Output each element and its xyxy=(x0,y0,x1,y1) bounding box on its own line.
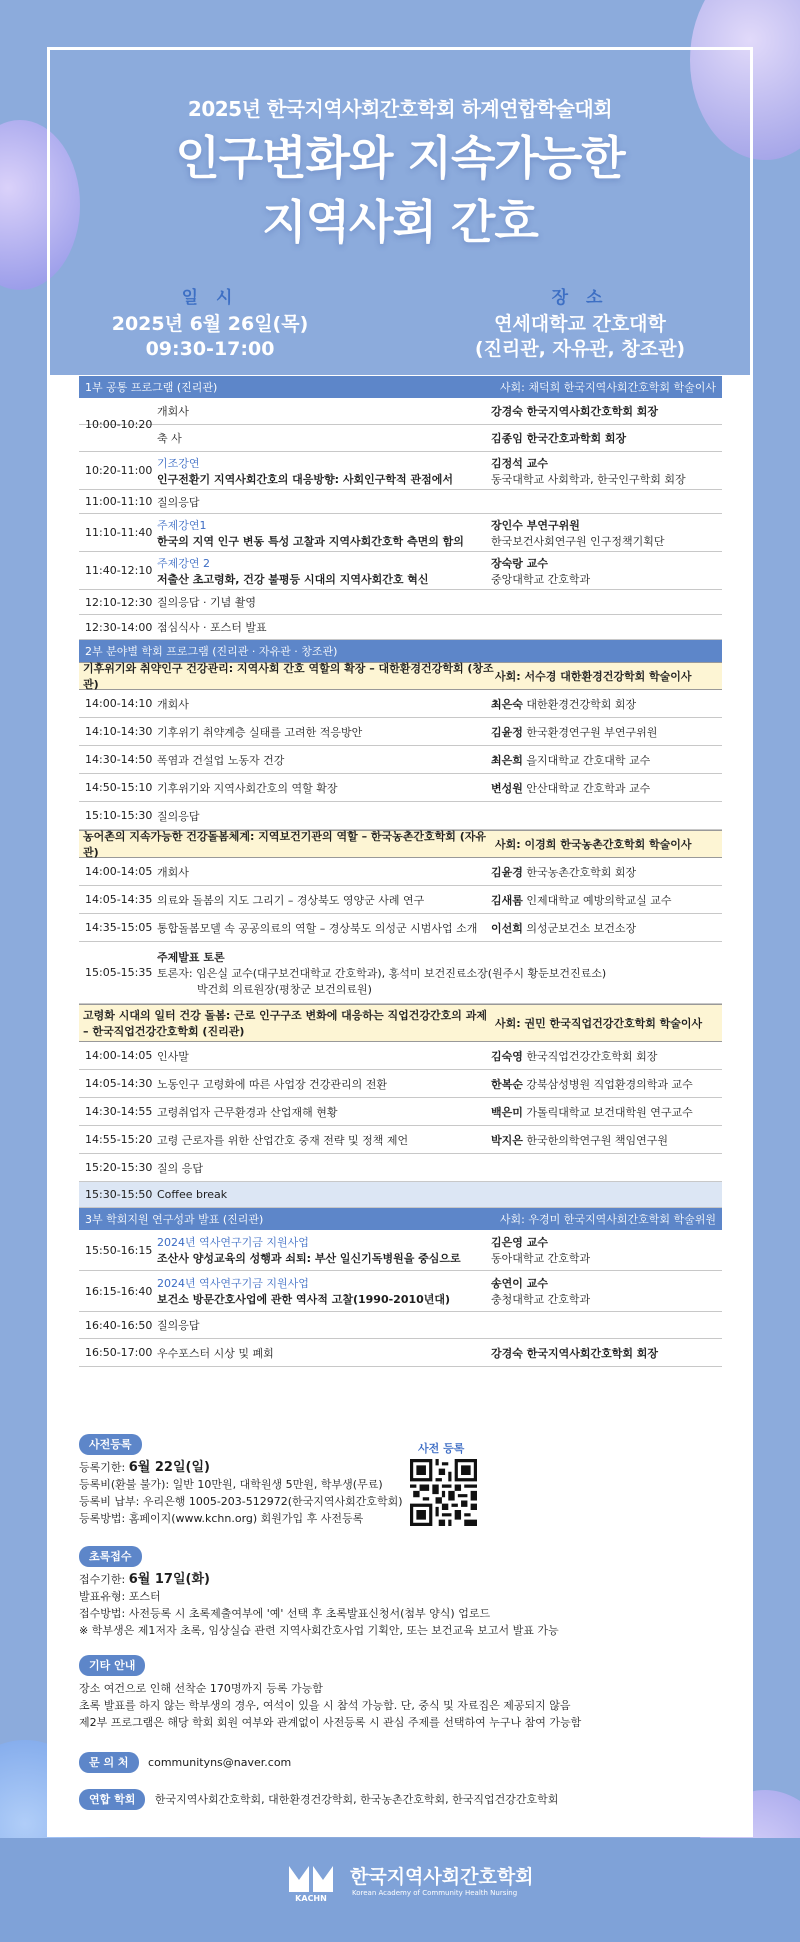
time-cell: 14:50-15:10 xyxy=(85,781,153,794)
content-cell: Coffee break xyxy=(157,1188,228,1201)
speaker-cell: 김윤경 한국농촌간호학회 회장 xyxy=(491,865,637,879)
table-row xyxy=(79,1339,722,1367)
table-row xyxy=(79,590,722,615)
time-cell: 16:50-17:00 xyxy=(85,1346,153,1359)
content-cell: 개회사 xyxy=(157,405,189,418)
part3-chair: 사회: 우경미 한국지역사회간호학회 학술위원 xyxy=(499,1213,716,1226)
contact-section xyxy=(79,1752,729,1773)
schedule xyxy=(79,376,722,1367)
speaker-cell: 변성원 안산대학교 간호학과 교수 xyxy=(491,781,651,795)
time-cell: 14:30-14:50 xyxy=(85,753,153,766)
time-cell: 11:10-11:40 xyxy=(85,526,153,539)
content-cell: 2024년 역사연구기금 지원사업 보건소 방문간호사업에 관한 역사적 고찰(1990-2010년대) xyxy=(157,1277,451,1306)
etc-line: 제2부 프로그램은 해당 학회 회원 여부와 관계없이 사전등록 시 관심 주제를 선택하여 누구나 참여 가능함 xyxy=(79,1716,582,1729)
date-info xyxy=(80,283,340,362)
content-cell: 우수포스터 시상 및 폐회 xyxy=(157,1346,274,1360)
speaker-cell: 강경숙 한국지역사회간호학회 회장 xyxy=(491,1346,659,1360)
table-row xyxy=(79,1230,722,1271)
speaker-cell: 김숙영 한국직업건강간호학회 회장 xyxy=(491,1049,658,1063)
track-chair: 사회: 서수경 대한환경건강학회 학술이사 xyxy=(495,670,692,683)
society-name-en: Korean Academy of Community Health Nursing xyxy=(352,1889,518,1897)
coffee-break-row xyxy=(79,1182,722,1208)
contact-pill: 문 의 처 xyxy=(79,1752,139,1773)
registration-deadline: 등록기한: 6월 22일(일) xyxy=(79,1460,210,1475)
time-cell: 15:30-15:50 xyxy=(85,1188,153,1201)
content-cell: 의료와 돌봄의 지도 그리기 – 경상북도 영양군 사례 연구 xyxy=(157,893,425,907)
table-row xyxy=(79,1271,722,1312)
table-row xyxy=(79,490,722,514)
time-cell: 15:20-15:30 xyxy=(85,1161,153,1174)
time-value: 09:30-17:00 xyxy=(145,338,275,360)
track-chair: 사회: 권민 한국직업건강간호학회 학술이사 xyxy=(495,1017,703,1030)
content-cell: 질의응답 · 기념 촬영 xyxy=(157,596,256,609)
content-cell: 개회사 xyxy=(157,697,189,711)
speaker-cell: 김은영 교수 동아대학교 간호학과 xyxy=(491,1236,591,1265)
abstract-note: ※ 학부생은 제1저자 초록, 임상실습 관련 지역사회간호사업 기획안, 또는 보건교육 보고서 발표 가능 xyxy=(79,1624,559,1637)
part3-title: 3부 학회지원 연구성과 발표 (진리관) xyxy=(85,1213,264,1226)
track-header xyxy=(79,1004,722,1042)
speaker-cell: 김종임 한국간호과학회 회장 xyxy=(491,432,627,445)
joint-societies: 한국지역사회간호학회, 대한환경건강학회, 한국농촌간호학회, 한국직업건강간호학회 xyxy=(154,1793,559,1806)
time-cell: 14:10-14:30 xyxy=(85,725,153,738)
content-cell: 기조강연 인구전환기 지역사회간호의 대응방향: 사회인구학적 관점에서 xyxy=(157,456,453,486)
place-info xyxy=(450,283,710,362)
logo-text: KACHN xyxy=(295,1894,327,1903)
content-cell: 주제강연1 한국의 지역 인구 변동 특성 고찰과 지역사회간호학 측면의 함의 xyxy=(157,518,464,548)
joint-section xyxy=(79,1789,729,1810)
abstract-type: 발표유형: 포스터 xyxy=(79,1590,161,1603)
table-row xyxy=(79,452,722,490)
time-cell: 14:00-14:05 xyxy=(85,1049,153,1062)
content-cell: 질의응답 xyxy=(157,809,200,823)
event-title-line1: 인구변화와 지속가능한 xyxy=(175,131,625,185)
qr-label: 사전 등록 xyxy=(418,1442,465,1455)
table-row xyxy=(79,552,722,590)
track-title: 기후위기와 취약인구 건강관리: 지역사회 간호 역할의 확장 – 대한환경건강학회 (창조관) xyxy=(83,662,494,691)
society-logo xyxy=(285,1862,337,1902)
qr-code-icon[interactable] xyxy=(410,1459,477,1526)
table-row xyxy=(79,942,722,1004)
abstract-method: 접수방법: 사전등록 시 초록제출여부에 '예' 선택 후 초록발표신청서(첨부 양식) 업로드 xyxy=(79,1607,491,1620)
track-header xyxy=(79,830,722,858)
content-cell: 점심식사 · 포스터 발표 xyxy=(157,621,267,634)
speaker-cell: 강경숙 한국지역사회간호학회 회장 xyxy=(491,405,659,418)
speaker-cell: 김새롬 인제대학교 예방의학교실 교수 xyxy=(491,893,672,907)
time-cell: 10:20-11:00 xyxy=(85,464,153,477)
place-value: 연세대학교 간호대학 xyxy=(494,313,666,335)
time-cell: 12:30-14:00 xyxy=(85,620,153,634)
time-cell: 11:00-11:10 xyxy=(85,495,153,508)
content-cell: 주제강연 2 저출산 초고령화, 건강 불평등 시대의 지역사회간호 혁신 xyxy=(157,556,429,586)
table-row xyxy=(79,1312,722,1339)
part1-header xyxy=(79,376,722,398)
abstract-deadline: 접수기한: 6월 17일(화) xyxy=(79,1572,210,1587)
content-cell: 축 사 xyxy=(157,432,182,445)
table-row xyxy=(79,690,722,718)
track-header xyxy=(79,662,722,690)
time-cell: 14:05-14:35 xyxy=(85,893,153,906)
table-row xyxy=(79,425,722,452)
registration-account: 등록비 납부: 우리은행 1005-203-512972(한국지역사회간호학회) xyxy=(79,1495,403,1508)
time-cell: 14:30-14:55 xyxy=(85,1105,153,1118)
content-cell: 통합돌봄모델 속 공공의료의 역할 – 경상북도 의성군 시범사업 소개 xyxy=(157,921,478,935)
content-cell: 질의응답 xyxy=(157,495,200,509)
part1-chair: 사회: 채덕희 한국지역사회간호학회 학술이사 xyxy=(499,381,716,394)
speaker-cell: 송연이 교수 충청대학교 간호학과 xyxy=(491,1277,591,1306)
etc-line: 초록 발표를 하지 않는 학부생의 경우, 여석이 있을 시 참석 가능함. 단, 중식 및 자료집은 제공되지 않음 xyxy=(79,1699,571,1712)
table-row xyxy=(79,802,722,830)
table-row xyxy=(79,1098,722,1126)
table-row xyxy=(79,1042,722,1070)
track-title: 농어촌의 지속가능한 건강돌봄체계: 지역보건기관의 역할 – 한국농촌간호학회 (자유관) xyxy=(83,830,487,859)
footer xyxy=(0,1838,800,1942)
speaker-cell: 한복순 강북삼성병원 직업환경의학과 교수 xyxy=(491,1077,693,1091)
event-subtitle: 2025년 한국지역사회간호학회 하계연합학술대회 xyxy=(187,97,613,121)
content-cell: 2024년 역사연구기금 지원사업 조산사 양성교육의 성행과 쇠퇴: 부산 일신기독병원을 중심으로 xyxy=(157,1236,461,1265)
time-cell: 12:10-12:30 xyxy=(85,595,153,609)
part2-header xyxy=(79,640,722,662)
content-cell: 폭염과 건설업 노동자 건강 xyxy=(157,753,285,767)
track-title: 고령화 시대의 일터 건강 돌봄: 근로 인구구조 변화에 대응하는 직업건강간호의 과제 – 한국직업건강간호학회 (진리관) xyxy=(83,1009,487,1038)
speaker-cell: 이선희 의성군보건소 보건소장 xyxy=(491,921,637,935)
track-chair: 사회: 이경희 한국농촌간호학회 학술이사 xyxy=(495,838,692,851)
part2-title: 2부 분야별 학회 프로그램 (진리관 · 자유관 · 창조관) xyxy=(85,645,338,658)
time-cell: 14:00-14:05 xyxy=(85,865,153,878)
etc-pill: 기타 안내 xyxy=(79,1655,145,1676)
table-row xyxy=(79,746,722,774)
registration-fee: 등록비(환불 불가): 일반 10만원, 대학원생 5만원, 학부생(무료) xyxy=(79,1478,383,1491)
date-label: 일 시 xyxy=(181,288,239,308)
date-value: 2025년 6월 26일(목) xyxy=(111,313,309,335)
place-label: 장 소 xyxy=(551,288,609,308)
table-row xyxy=(79,718,722,746)
abstract-pill: 초록접수 xyxy=(79,1546,142,1567)
speaker-cell: 김윤정 한국환경연구원 부연구위원 xyxy=(491,725,658,739)
table-row xyxy=(79,858,722,886)
table-row xyxy=(79,886,722,914)
speaker-cell: 장숙랑 교수 중앙대학교 간호학과 xyxy=(491,556,591,586)
abstract-section xyxy=(79,1546,729,1639)
speaker-cell: 장인수 부연구위원 한국보건사회연구원 인구정책기획단 xyxy=(491,518,665,548)
content-cell: 질의 응답 xyxy=(157,1161,204,1175)
table-row xyxy=(79,1126,722,1154)
table-row xyxy=(79,914,722,942)
part3-header xyxy=(79,1208,722,1230)
etc-line: 장소 여건으로 인해 선착순 170명까지 등록 가능함 xyxy=(79,1682,323,1695)
time-cell: 14:05-14:30 xyxy=(85,1077,153,1090)
content-cell: 노동인구 고령화에 따른 사업장 건강관리의 전환 xyxy=(157,1077,388,1091)
content-cell: 개회사 xyxy=(157,865,189,879)
table-row xyxy=(79,514,722,552)
content-cell: 인사말 xyxy=(157,1049,189,1063)
speaker-cell: 최은희 을지대학교 간호대학 교수 xyxy=(491,753,651,767)
time-cell: 14:55-15:20 xyxy=(85,1133,153,1146)
contact-email[interactable]: communityns@naver.com xyxy=(148,1756,292,1769)
hands-logo-icon xyxy=(285,1862,337,1896)
table-row xyxy=(79,615,722,640)
table-row xyxy=(79,1070,722,1098)
table-row xyxy=(79,398,722,431)
society-name: 한국지역사회간호학회 xyxy=(350,1866,534,1888)
table-row xyxy=(79,774,722,802)
part1-title: 1부 공통 프로그램 (진리관) xyxy=(85,381,218,394)
joint-pill: 연합 학회 xyxy=(79,1789,145,1810)
time-cell: 15:10-15:30 xyxy=(85,809,153,822)
discussion-cell: 주제발표 토론 토론자: 임은실 교수(대구보건대학교 간호학과), 홍석미 보건진료소장(원주시 황둔보건진료소) 박건희 의료원장(평창군 보건의료원) xyxy=(157,950,607,996)
registration-section xyxy=(79,1434,729,1527)
time-cell: 10:00-10:20 xyxy=(85,417,153,431)
speaker-cell: 김정석 교수 동국대학교 사회학과, 한국인구학회 회장 xyxy=(491,456,686,486)
time-cell: 15:05-15:35 xyxy=(85,966,153,979)
registration-method: 등록방법: 홈페이지(www.kchn.org) 회원가입 후 사전등록 xyxy=(79,1512,364,1525)
time-cell: 15:50-16:15 xyxy=(85,1243,153,1257)
speaker-cell: 박지은 한국한의학연구원 책임연구원 xyxy=(491,1133,669,1147)
table-row xyxy=(79,1154,722,1182)
registration-pill: 사전등록 xyxy=(79,1434,142,1455)
etc-section xyxy=(79,1655,729,1731)
event-title-line2: 지역사회 간호 xyxy=(262,195,538,249)
time-cell: 16:40-16:50 xyxy=(85,1318,153,1332)
place-detail: (진리관, 자유관, 창조관) xyxy=(474,338,686,360)
content-cell: 고령 근로자를 위한 산업간호 중재 전략 및 정책 제언 xyxy=(157,1133,409,1147)
speaker-cell: 백은미 가톨릭대학교 보건대학원 연구교수 xyxy=(491,1105,693,1119)
speaker-cell: 최은숙 대한환경건강학회 회장 xyxy=(491,697,637,711)
time-cell: 14:35-15:05 xyxy=(85,921,153,934)
content-cell: 기후위기 취약계층 실태를 고려한 적응방안 xyxy=(157,725,363,739)
content-cell: 질의응답 xyxy=(157,1319,200,1332)
content-cell: 기후위기와 지역사회간호의 역할 확장 xyxy=(157,781,338,795)
content-cell: 고령취업자 근무환경과 산업재해 현황 xyxy=(157,1105,338,1119)
time-cell: 11:40-12:10 xyxy=(85,564,153,577)
time-cell: 14:00-14:10 xyxy=(85,697,153,710)
time-cell: 16:15-16:40 xyxy=(85,1284,153,1298)
